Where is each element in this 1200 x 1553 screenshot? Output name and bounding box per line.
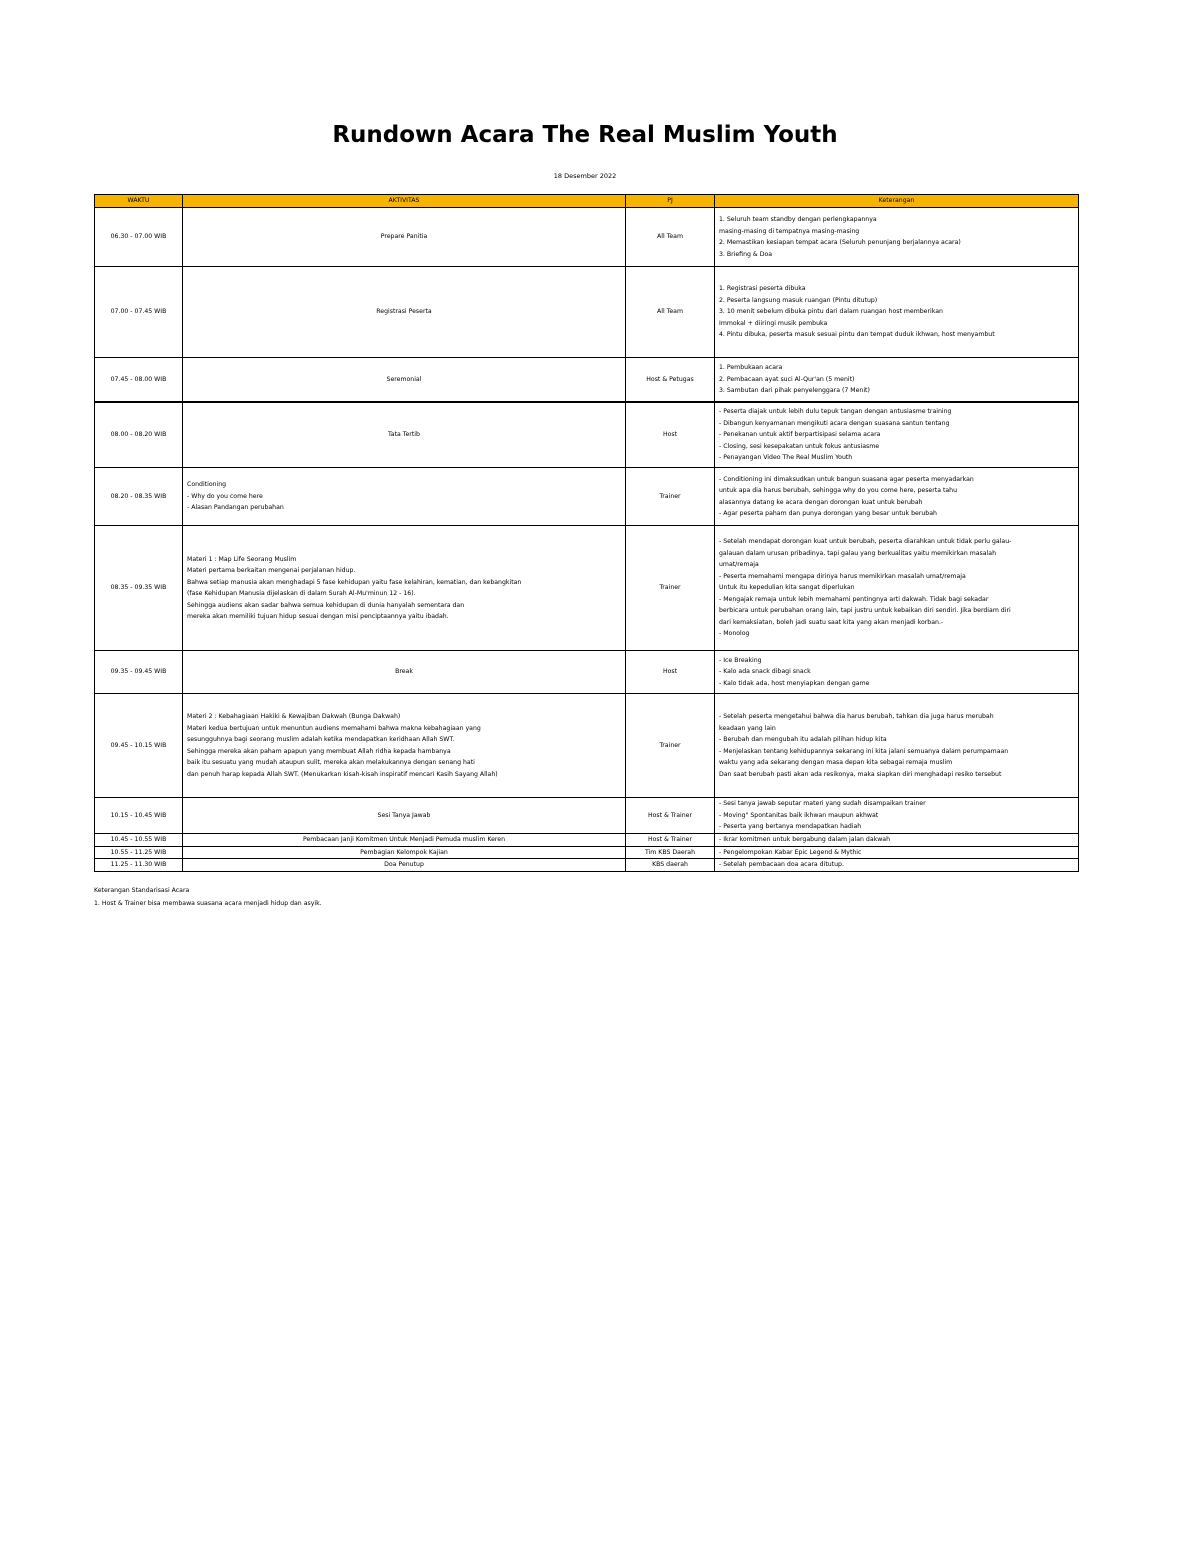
keterangan-line: - Penekanan untuk aktif berpartisipasi selama acara — [719, 431, 881, 438]
keterangan-line: - Monolog — [719, 630, 750, 638]
aktivitas-line: Prepare Panitia — [380, 233, 428, 241]
keterangan-line: masing-masing di tempatnya masing-masing — [719, 227, 860, 235]
aktivitas-line: Seremonial — [386, 375, 422, 383]
keterangan-line: - Penayangan Video The Real Muslim Youth — [719, 454, 853, 461]
aktivitas-line: Sehingga mereka akan paham apapun yang membuat Allah ridha kepada hambanya — [187, 747, 451, 755]
table-row — [95, 798, 1079, 834]
cell-aktivitas — [183, 651, 626, 694]
keterangan-line: - Setelah mendapat dorongan kuat untuk berubah, peserta diarahkan untuk tidak perlu galau- — [719, 538, 1012, 546]
keterangan-line: waktu yang ada sekarang dengan masa depan kita sebagai remaja muslim — [719, 759, 953, 766]
cell-waktu: 09.45 - 10.15 WIB — [95, 694, 183, 798]
table-row — [95, 694, 1079, 798]
cell-keterangan — [715, 267, 1079, 358]
aktivitas-line: - Alasan Pandangan perubahan — [187, 504, 284, 512]
aktivitas-line: Sesi Tanya Jawab — [377, 811, 431, 819]
cell-keterangan — [715, 846, 1079, 859]
cell-pj: Host & Petugas — [626, 358, 715, 402]
rundown-body — [95, 208, 1079, 872]
keterangan-line: - Closing, sesi kesepakatan untuk fokus antusiasme — [719, 442, 880, 450]
keterangan-line: - Setelah pembacaan doa acara ditutup. — [719, 861, 844, 868]
notes-section — [94, 884, 322, 910]
keterangan-line: 1. Pembukaan acara — [719, 364, 783, 371]
cell-aktivitas — [183, 694, 626, 798]
table-row — [95, 846, 1079, 859]
cell-waktu: 09.35 - 09.45 WIB — [95, 651, 183, 694]
cell-pj: Trainer — [626, 468, 715, 526]
cell-waktu: 07.00 - 07.45 WIB — [95, 267, 183, 358]
table-header-row — [95, 195, 1079, 208]
table-row — [95, 526, 1079, 651]
cell-waktu: 08.00 - 08.20 WIB — [95, 402, 183, 468]
aktivitas-line: Pembagian Kelompok Kajian — [360, 848, 448, 856]
keterangan-line: - Setelah peserta mengetahui bahwa dia harus berubah, tahkan dia juga harus merubah — [719, 713, 994, 720]
cell-keterangan — [715, 859, 1079, 872]
table-row — [95, 267, 1079, 358]
cell-waktu: 07.45 - 08.00 WIB — [95, 358, 183, 402]
header-pj: PJ — [626, 195, 715, 208]
cell-pj: Host — [626, 402, 715, 468]
keterangan-line: - Berubah dan mengubah itu adalah pilihan hidup kita — [719, 736, 887, 743]
keterangan-line: - Peserta yang bertanya mendapatkan hadiah — [719, 823, 862, 831]
cell-aktivitas — [183, 267, 626, 358]
table-row — [95, 651, 1079, 694]
keterangan-line: 3. 10 menit sebelum dibuka pintu dari dalam ruangan host memberikan — [719, 308, 943, 316]
keterangan-line: - Mengajak remaja untuk lebih memahami pentingnya arti dakwah. Tidak bagi sekadar — [719, 595, 989, 603]
keterangan-line: - Conditioning ini dimaksudkan untuk bangun suasana agar peserta menyadarkan — [719, 475, 974, 483]
cell-keterangan — [715, 526, 1079, 651]
cell-pj: All Team — [626, 267, 715, 358]
aktivitas-line: Materi 1 : Map Life Seorang Muslim — [187, 555, 297, 563]
notes-item: 1. Host & Trainer bisa membawa suasana acara menjadi hidup dan asyik. — [94, 900, 322, 907]
cell-pj: Host & Trainer — [626, 798, 715, 834]
cell-pj: KBS daerah — [626, 859, 715, 872]
table-row — [95, 402, 1079, 468]
cell-pj: Tim KBS Daerah — [626, 846, 715, 859]
keterangan-line: - Dibangun kenyamanan mengikuti acara dengan suasana santun tentang — [719, 419, 950, 427]
event-date: 18 Desember 2022 — [553, 172, 617, 180]
keterangan-line: - Ikrar komitmen untuk bergabung dalam jalan dakwah — [719, 836, 891, 843]
aktivitas-line: (fase Kehidupan Manusia dijelaskan di dalam Surah Al-Mu'minun 12 - 16). — [187, 590, 416, 597]
aktivitas-line: mereka akan memiliki tujuan hidup sesuai dengan misi penciptaannya yaitu ibadah. — [187, 613, 449, 620]
keterangan-line: dari kemaksiatan, boleh jadi suatu saat kita yang akan menjadi korban.- — [719, 618, 944, 626]
cell-pj: Host — [626, 651, 715, 694]
cell-keterangan — [715, 651, 1079, 694]
cell-waktu: 08.35 - 09.35 WIB — [95, 526, 183, 651]
cell-waktu: 08.20 - 08.35 WIB — [95, 468, 183, 526]
keterangan-line: - Menjelaskan tentang kehidupannya sekarang ini kita jalani semuanya dalam perumpamaan — [719, 747, 1009, 755]
keterangan-line: 3. Sambutan dari pihak penyelenggara (7 Menit) — [719, 387, 870, 394]
keterangan-line: 1. Registrasi peserta dibuka — [719, 285, 806, 293]
aktivitas-line: dan penuh harap kepada Allah SWT. (Menukarkan kisah-kisah inspiratif mencari Kasih Sayang Allah) — [187, 770, 498, 778]
aktivitas-line: baik itu sesuatu yang mudah ataupun sulit, mereka akan melakukannya dengan senang hati — [187, 759, 475, 766]
keterangan-line: untuk apa dia harus berubah, sehingga why do you come here, peserta tahu — [719, 487, 958, 494]
header-keterangan: Keterangan — [715, 195, 1079, 208]
aktivitas-line: Doa Penutup — [384, 861, 424, 868]
cell-aktivitas — [183, 846, 626, 859]
document-title: Rundown Acara The Real Muslim Youth — [332, 122, 838, 148]
cell-aktivitas — [183, 208, 626, 267]
cell-pj: Trainer — [626, 526, 715, 651]
keterangan-line: alasannya datang ke acara dengan dorongan kuat untuk berubah — [719, 498, 923, 506]
aktivitas-line: Conditioning — [187, 481, 227, 489]
table-row — [95, 208, 1079, 267]
aktivitas-line: - Why do you come here — [187, 492, 263, 500]
aktivitas-line: Registrasi Peserta — [376, 308, 432, 316]
table-row — [95, 468, 1079, 526]
keterangan-line: 2. Pembacaan ayat suci Al-Qur'an (5 menit) — [719, 375, 855, 383]
cell-aktivitas — [183, 834, 626, 847]
cell-keterangan — [715, 468, 1079, 526]
aktivitas-line: Break — [395, 668, 413, 676]
cell-keterangan — [715, 208, 1079, 267]
cell-keterangan — [715, 834, 1079, 847]
keterangan-line: - Sesi tanya jawab seputar materi yang sudah disampaikan trainer — [719, 800, 926, 808]
keterangan-line: - Kalo tidak ada, host menyiapkan dengan game — [719, 679, 870, 687]
cell-aktivitas — [183, 526, 626, 651]
notes-heading: Keterangan Standarisasi Acara — [94, 887, 190, 894]
keterangan-line: Dan saat berubah pasti akan ada resikonya, maka siapkan diri menghadapi resiko tersebut — [719, 770, 1002, 778]
cell-aktivitas — [183, 402, 626, 468]
keterangan-line: 4. Pintu dibuka, peserta masuk sesuai pintu dan tempat duduk ikhwan, host menyambut — [719, 331, 995, 339]
keterangan-line: keadaan yang lain — [719, 724, 776, 732]
table-row — [95, 834, 1079, 847]
aktivitas-line: sesungguhnya bagi seorang muslim adalah ketika mendapatkan keridhaan Allah SWT. — [187, 736, 455, 743]
keterangan-line: umat/remaja — [719, 561, 759, 569]
table-row — [95, 358, 1079, 402]
cell-aktivitas — [183, 358, 626, 402]
keterangan-line: Untuk itu kepedulian kita sangat diperlukan — [719, 584, 855, 592]
cell-keterangan — [715, 798, 1079, 834]
header-aktivitas: AKTIVITAS — [183, 195, 626, 208]
aktivitas-line: Materi kedua bertujuan untuk menuntun audiens memahami bahwa makna kebahagiaan yang — [187, 724, 481, 732]
table-row — [95, 859, 1079, 872]
aktivitas-line: Pembacaan Janji Komitmen Untuk Menjadi Pemuda muslim Keren — [302, 836, 506, 843]
keterangan-line: - Moving" Spontanitas baik ikhwan maupun akhwat — [719, 811, 879, 819]
cell-aktivitas — [183, 798, 626, 834]
cell-pj: Host & Trainer — [626, 834, 715, 847]
cell-aktivitas — [183, 859, 626, 872]
keterangan-line: - Peserta diajak untuk lebih dulu tepuk tangan dengan antusiasme training — [719, 408, 952, 415]
keterangan-line: - Peserta memahami mengapa dirinya harus memikirkan masalah umat/remaja — [719, 572, 966, 580]
keterangan-line: - Pengelompokan Kabar Epic Legend & Mythic — [719, 848, 862, 856]
cell-waktu: 10.45 - 10.55 WIB — [95, 834, 183, 847]
keterangan-line: - Ice Breaking — [719, 656, 762, 664]
cell-aktivitas — [183, 468, 626, 526]
keterangan-line: 2. Peserta langsung masuk ruangan (Pintu ditutup) — [719, 296, 878, 304]
keterangan-line: Immokal + diiringi musik pembuka — [719, 319, 828, 327]
keterangan-line: - Agar peserta paham dan punya dorongan yang besar untuk berubah — [719, 510, 937, 517]
aktivitas-line: Tata Tertib — [388, 431, 420, 438]
cell-waktu: 10.55 - 11.25 WIB — [95, 846, 183, 859]
rundown-table — [94, 194, 1079, 872]
cell-waktu: 10.15 - 10.45 WIB — [95, 798, 183, 834]
aktivitas-line: Sehingga audiens akan sadar bahwa semua kehidupan di dunia hanyalah sementara dan — [187, 601, 465, 609]
keterangan-line: galauan dalam urusan pribadinya, tapi galau yang berkualitas yaitu memikirkan masalah — [719, 549, 996, 557]
keterangan-line: berbicara untuk perubahan orang lain, tapi justru untuk kebaikan diri sendiri. Jika berdiam diri — [719, 607, 1011, 615]
cell-pj: Trainer — [626, 694, 715, 798]
cell-keterangan — [715, 358, 1079, 402]
aktivitas-line: Materi 2 : Kebahagiaan Hakiki & Kewajiban Dakwah (Bunga Dakwah) — [187, 713, 401, 720]
keterangan-line: 3. Briefing & Doa — [719, 250, 773, 258]
keterangan-line: 1. Seluruh team standby dengan perlengkapannya — [719, 216, 877, 223]
cell-keterangan — [715, 402, 1079, 468]
cell-waktu: 06.30 - 07.00 WIB — [95, 208, 183, 267]
aktivitas-line: Materi pertama berkaitan mengenai perjalanan hidup. — [187, 567, 356, 574]
cell-pj: All Team — [626, 208, 715, 267]
keterangan-line: 2. Memastikan kesiapan tempat acara (Seluruh penunjang berjalannya acara) — [719, 239, 961, 246]
cell-keterangan — [715, 694, 1079, 798]
cell-waktu: 11.25 - 11.30 WIB — [95, 859, 183, 872]
aktivitas-line: Bahwa setiap manusia akan menghadapi 5 fase kehidupan yaitu fase kelahiran, kematian, dan kebangkitan — [187, 578, 522, 586]
header-waktu: WAKTU — [95, 195, 183, 208]
keterangan-line: - Kalo ada snack dibagi snack — [719, 668, 811, 676]
